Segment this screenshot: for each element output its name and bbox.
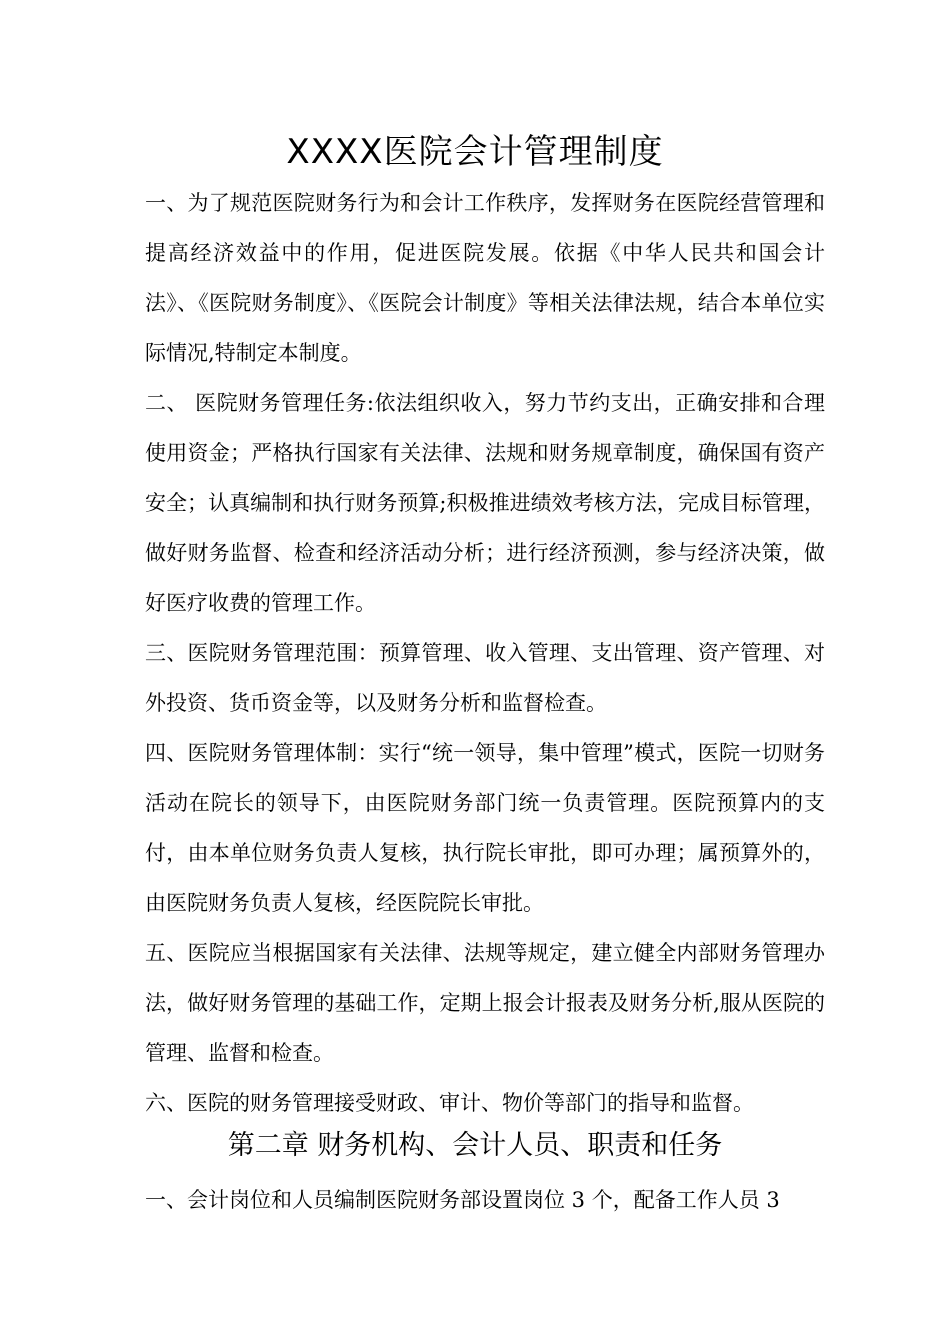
chapter-2-heading: 第二章 财务机构、会计人员、职责和任务	[227, 1130, 723, 1161]
paragraph-3: 三、医院财务管理范围：预算管理、收入管理、支出管理、资产管理、对外投资、货币资金等，以及财务分析和监督检查。	[145, 641, 825, 715]
document-body	[145, 178, 825, 1128]
document-title: XXXX医院会计管理制度	[286, 132, 664, 172]
paragraph-6: 六、医院的财务管理接受财政、审计、物价等部门的指导和监督。	[145, 1091, 754, 1115]
paragraph-1: 一、为了规范医院财务行为和会计工作秩序，发挥财务在医院经营管理和提高经济效益中的作用，促进医院发展。依据《中华人民共和国会计法》、《医院财务制度》、《医院会计制度》等相关法律法规，结合本单位实际情况,特制定本制度。	[145, 191, 825, 365]
paragraph-2: 二、 医院财务管理任务:依法组织收入，努力节约支出，正确安排和合理使用资金；严格执行国家有关法律、法规和财务规章制度，确保国有资产安全；认真编制和执行财务预算;积极推进绩效考核方法，完成目标管理，做好财务监督、检查和经济活动分析；进行经济预测，参与经济决策，做好医疗收费的管理工作。	[145, 391, 825, 615]
chapter-2-paragraph-1: 一、会计岗位和人员编制医院财务部设置岗位 3 个，配备工作人员 3	[145, 1188, 780, 1212]
paragraph-4: 四、医院财务管理体制：实行“统一领导，集中管理”模式，医院一切财务活动在院长的领导下，由医院财务部门统一负责管理。医院预算内的支付，由本单位财务负责人复核，执行院长审批，即可办理；属预算外的，由医院财务负责人复核，经医院院长审批。	[145, 741, 825, 915]
paragraph-5: 五、医院应当根据国家有关法律、法规等规定，建立健全内部财务管理办法，做好财务管理的基础工作，定期上报会计报表及财务分析,服从医院的管理、监督和检查。	[145, 941, 825, 1065]
